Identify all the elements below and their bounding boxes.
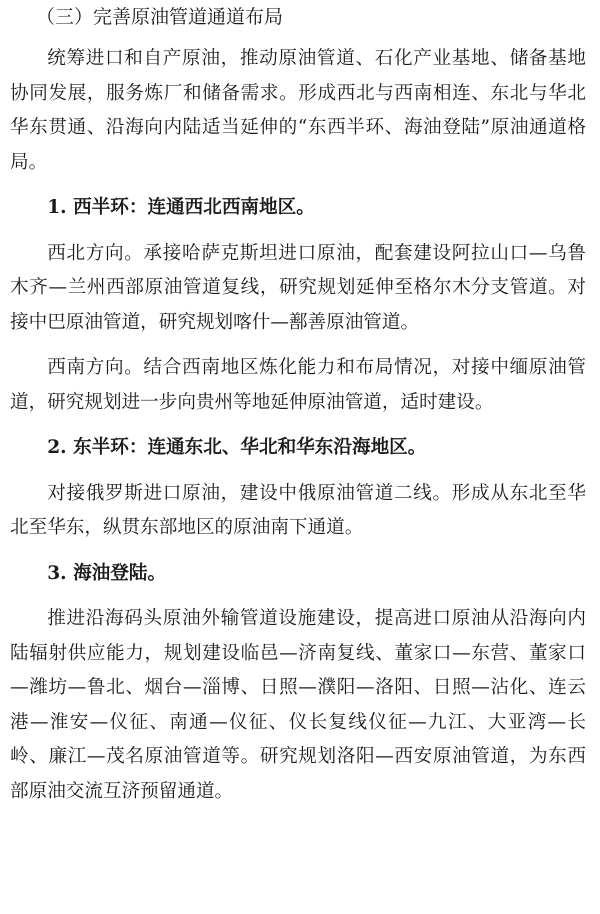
- spacer: [10, 28, 586, 42]
- spacer: [10, 546, 586, 557]
- spacer: [10, 226, 586, 237]
- spacer: [10, 340, 586, 351]
- intro-paragraph: 统筹进口和自产原油，推动原油管道、石化产业基地、储备基地协同发展，服务炼厂和储备需求。形成西北与西南相连、东北与华北华东贯通、沿海向内陆适当延伸的“东西半环、海油登陆”原油通道格局。: [10, 48, 586, 173]
- spacer: [10, 466, 586, 477]
- section-title: （三）完善原油管道通道布局: [36, 6, 284, 28]
- spacer: [10, 180, 586, 191]
- spacer: [10, 420, 586, 431]
- northwest-paragraph: 西北方向。承接哈萨克斯坦进口原油，配套建设阿拉山口—乌鲁木齐—兰州西部原油管道复线，研究规划延伸至格尔木分支管道。对接中巴原油管道，研究规划喀什—鄯善原油管道。: [10, 242, 586, 333]
- west-ring-heading: 1. 西半环：连通西北西南地区。: [47, 197, 315, 218]
- southwest-paragraph: 西南方向。结合西南地区炼化能力和布局情况，对接中缅原油管道，研究规划进一步向贵州等地延伸原油管道，适时建设。: [10, 357, 586, 413]
- spacer: [10, 591, 586, 602]
- offshore-paragraph: 推进沿海码头原油外输管道设施建设，提高进口原油从沿海向内陆辐射供应能力，规划建设临邑—济南复线、董家口—东营、董家口—潍坊—鲁北、烟台—淄博、日照—濮阳—洛阳、日照—沾化、连云港—淮安—仪征、南通—仪征、仪长复线仪征—九江、大亚湾—长岭、廉江—茂名原油管道等。研究规划洛阳—西安原油管道，为东西部原油交流互济预留通道。: [10, 608, 586, 802]
- east-ring-heading: 2. 东半环：连通东北、华北和华东沿海地区。: [47, 437, 427, 458]
- offshore-heading: 3. 海油登陆。: [47, 562, 167, 584]
- east-ring-paragraph: 对接俄罗斯进口原油，建设中俄原油管道二线。形成从东北至华北至华东，纵贯东部地区的原油南下通道。: [10, 482, 586, 538]
